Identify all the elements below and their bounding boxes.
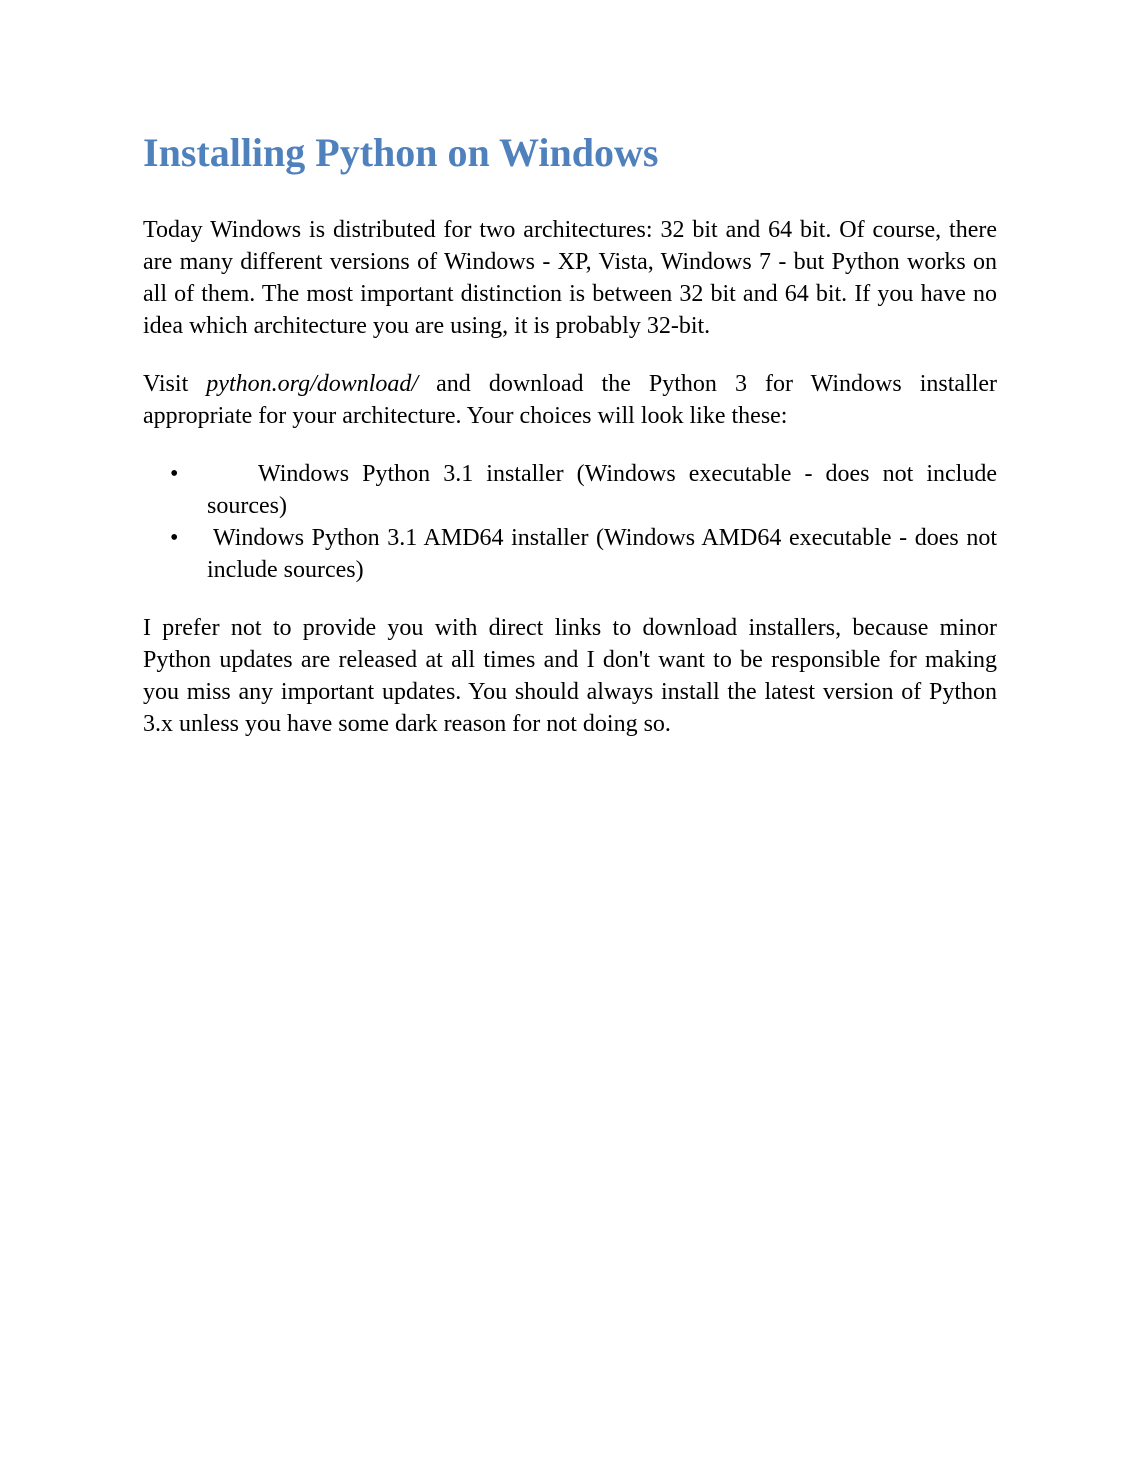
list-item-text: Windows Python 3.1 AMD64 installer (Windows AMD64 executable - does not include sources)	[207, 525, 997, 583]
list-item-installer-amd64	[170, 522, 997, 586]
paragraph-no-direct-links: I prefer not to provide you with direct links to download installers, because minor Python updates are released at all times and I don't want to be responsible for making you miss any important updates. You should always install the latest version of Python 3.x unless you have some dark reason for not doing so.	[143, 615, 997, 737]
download-url-italic: python.org/download/	[206, 371, 419, 397]
visit-text-before: Visit	[143, 371, 207, 397]
bullet-icon: •	[170, 461, 179, 487]
installer-options-list	[143, 458, 997, 586]
visit-text-after: and download the Python 3 for Windows installer appropriate for your architecture. Your choices will look like these:	[143, 371, 998, 429]
bullet-icon: •	[170, 525, 179, 551]
paragraph-visit-download	[143, 368, 997, 432]
list-item-installer-32bit	[170, 458, 997, 522]
page-title: Installing Python on Windows	[143, 130, 659, 175]
paragraph-architectures: Today Windows is distributed for two architectures: 32 bit and 64 bit. Of course, there are many different versions of Windows - XP, Vista, Windows 7 - but Python works on all of them. The most important distinction is between 32 bit and 64 bit. If you have no idea which architecture you are using, it is probably 32-bit.	[143, 217, 997, 339]
list-item-text: Windows Python 3.1 installer (Windows executable - does not include sources)	[207, 461, 997, 519]
